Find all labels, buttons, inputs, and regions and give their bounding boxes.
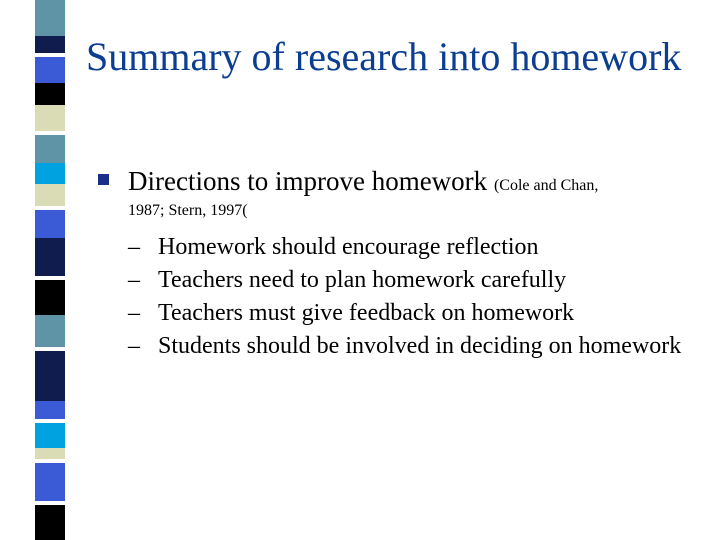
decorative-stripe [0,0,66,540]
stripe-block [35,280,65,315]
stripe-block [35,135,65,163]
dash-bullet: – [128,333,140,359]
dash-bullet: – [128,300,140,326]
stripe-block [35,210,65,238]
main-bullet-text: Directions to improve homework [128,166,488,196]
stripe-divider [35,53,65,57]
stripe-block [35,463,65,505]
stripe-divider [35,206,65,210]
stripe-divider [35,347,65,351]
stripe-block [35,57,65,83]
stripe-block [35,505,65,540]
sub-bullet-text: Students should be involved in deciding on homework [158,333,682,359]
stripe-divider [35,459,65,463]
main-bullet-line [128,166,718,201]
dash-bullet: – [128,234,140,260]
stripe-block [35,238,65,280]
stripe-block [35,315,65,351]
citation-continuation: 1987; Stern, 1997( [128,202,248,219]
stripe-divider [35,419,65,423]
sub-bullet-item [128,297,708,330]
sub-bullet-item [128,231,708,264]
sub-bullet-text: Homework should encourage reflection [158,234,539,260]
stripe-divider [35,276,65,280]
stripe-block [35,351,65,401]
stripe-block [35,0,65,36]
sub-bullet-list [128,231,708,363]
sub-bullet-item [128,264,708,297]
slide-title: Summary of research into homework [86,34,682,79]
stripe-divider [35,501,65,505]
stripe-block [35,423,65,448]
square-bullet-icon [98,174,109,185]
stripe-block [35,83,65,105]
citation-inline: (Cole and Chan, [493,177,599,194]
stripe-block [35,163,65,184]
sub-bullet-item [128,330,708,363]
sub-bullet-text: Teachers need to plan homework carefully [158,267,567,293]
dash-bullet: – [128,267,140,293]
stripe-divider [35,131,65,135]
sub-bullet-text: Teachers must give feedback on homework [158,300,575,326]
